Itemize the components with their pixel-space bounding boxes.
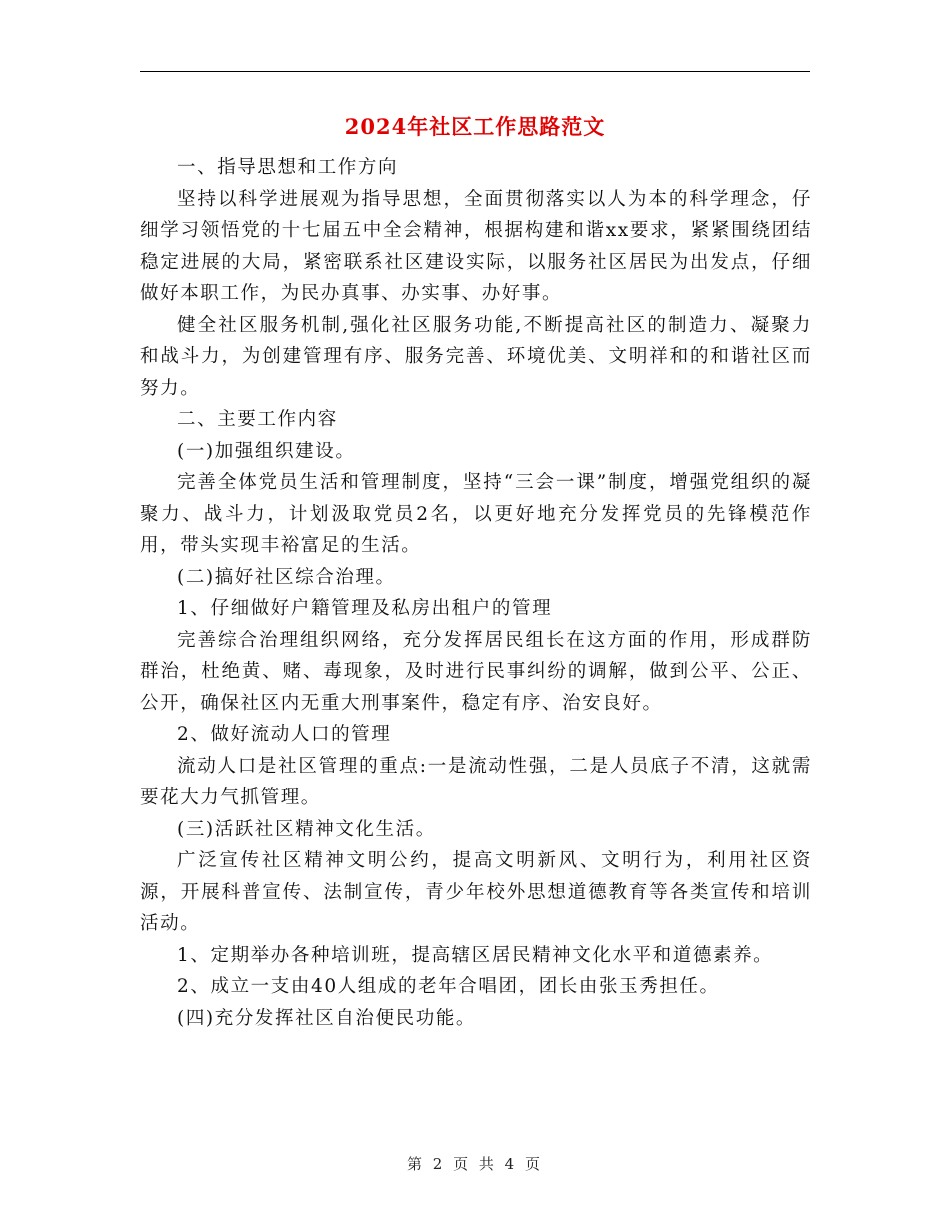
subsection-heading: (二)搞好社区综合治理。 bbox=[177, 566, 396, 588]
page-number-footer: 第 2 页 共 4 页 bbox=[407, 1155, 543, 1173]
item-heading: 2、做好流动人口的管理 bbox=[177, 724, 392, 745]
paragraph: 广泛宣传社区精神文明公约，提高文明新风、文明行为，利用社区资源，开展科普宣传、法制宣传，青少年校外思想道德教育等各类宣传和培训活动。 bbox=[140, 850, 812, 934]
subsection-heading: (四)充分发挥社区自治便民功能。 bbox=[177, 1007, 477, 1029]
subsection-heading: (一)加强组织建设。 bbox=[177, 440, 356, 462]
paragraph: 健全社区服务机制,强化社区服务功能,不断提高社区的制造力、凝聚力和战斗力，为创建管理有序、服务完善、环境优美、文明祥和的和谐社区而努力。 bbox=[140, 314, 812, 399]
document-title: 2024年社区工作思路范文 bbox=[344, 114, 606, 139]
header-rule bbox=[140, 71, 810, 72]
section-heading: 二、主要工作内容 bbox=[177, 409, 338, 430]
list-item: 1、定期举办各种培训班，提高辖区居民精神文化水平和道德素养。 bbox=[177, 944, 774, 966]
document-body bbox=[140, 152, 812, 1034]
subsection-heading: (三)活跃社区精神文化生活。 bbox=[177, 818, 436, 840]
paragraph: 完善综合治理组织网络，充分发挥居民组长在这方面的作用，形成群防群治，杜绝黄、赌、毒现象，及时进行民事纠纷的调解，做到公平、公正、公开，确保社区内无重大刑事案件，稳定有序、治安良好。 bbox=[140, 629, 812, 714]
paragraph: 流动人口是社区管理的重点:一是流动性强，二是人员底子不清，这就需要花大力气抓管理。 bbox=[140, 755, 812, 808]
item-heading: 1、仔细做好户籍管理及私房出租户的管理 bbox=[177, 598, 553, 619]
paragraph: 完善全体党员生活和管理制度，坚持“三会一课”制度，增强党组织的凝聚力、战斗力，计划汲取党员2名，以更好地充分发挥党员的先锋模范作用，带头实现丰裕富足的生活。 bbox=[140, 472, 812, 556]
section-heading: 一、指导思想和工作方向 bbox=[177, 157, 399, 178]
paragraph: 坚持以科学进展观为指导思想，全面贯彻落实以人为本的科学理念，仔细学习领悟党的十七届五中全会精神，根据构建和谐xx要求，紧紧围绕团结稳定进展的大局，紧密联系社区建设实际，以服务社区居民为出发点，仔细做好本职工作，为民办真事、办实事、办好事。 bbox=[140, 188, 812, 304]
list-item: 2、成立一支由40人组成的老年合唱团，团长由张玉秀担任。 bbox=[177, 976, 720, 997]
